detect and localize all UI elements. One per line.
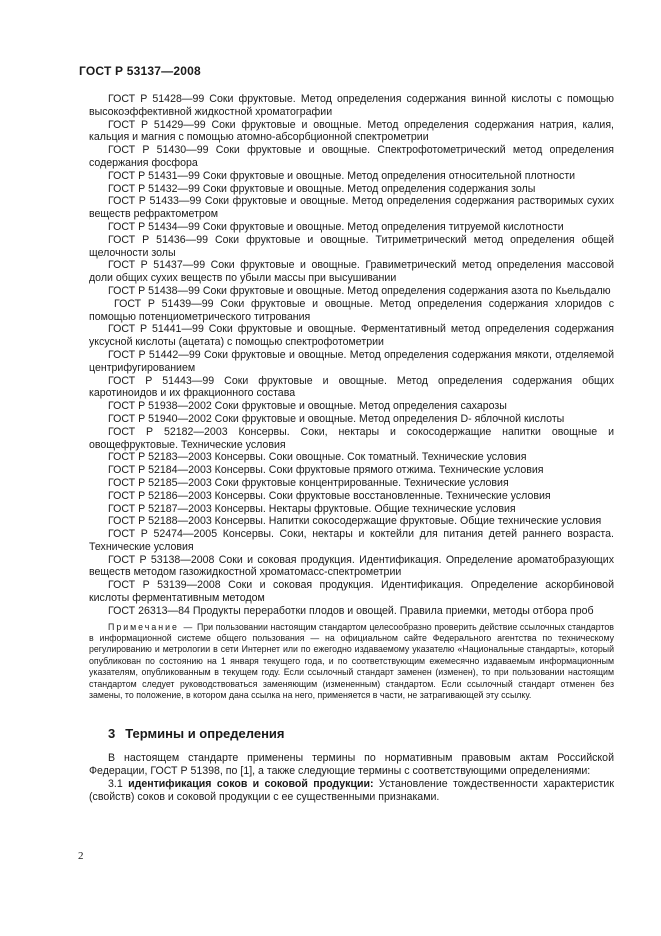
reference-item: ГОСТ Р 51429—99 Соки фруктовые и овощные. Метод определения содержания натрия, калия, кальция и магния с помощью атомно-абсорбционной спектрометрии: [89, 118, 614, 144]
reference-item: ГОСТ 26313—84 Продукты переработки плодов и овощей. Правила приемки, методы отбора проб: [108, 604, 594, 617]
reference-item: ГОСТ Р 51439—99 Соки фруктовые и овощные. Метод определения содержания хлоридов с помощью потенциометрического титрования: [89, 297, 614, 323]
reference-item: ГОСТ Р 52187—2003 Консервы. Нектары фруктовые. Общие технические условия: [108, 502, 516, 515]
note-text: При пользовании настоящим стандартом целесообразно проверить действие ссылочных стандартов в информационной системе общего пользования — на официальном сайте Федерального агентства по техническому регулированию и метрологии в сети Интернет или по ежегодно издаваемому указателю «Национальные стандарты», который опубликован по состоянию на 1 января текущего года, и по соответствующим ежемесячно издаваемым информационным указателям, опубликованным в текущем году. Если ссылочный стандарт заменен (изменен), то при пользовании настоящим стандартом следует руководствоваться заменяющим (измененным) стандартом. Если ссылочный стандарт отменен без замены, то положение, в котором дана ссылка на него, применяется в части, не затрагивающей эту ссылку.: [89, 621, 614, 701]
reference-item: ГОСТ Р 52474—2005 Консервы. Соки, нектары и коктейли для питания детей раннего возраста. Технические условия: [89, 528, 614, 553]
reference-item: ГОСТ Р 52186—2003 Консервы. Соки фруктовые восстановленные. Технические условия: [108, 489, 551, 502]
reference-list: [89, 93, 614, 618]
reference-item: ГОСТ Р 51431—99 Соки фруктовые и овощные. Метод определения относительной плотности: [108, 169, 576, 182]
reference-item: ГОСТ Р 52182—2003 Консервы. Соки, нектары и сокосодержащие напитки овощные и овощефруктовые. Технические условия: [89, 425, 614, 451]
reference-item: ГОСТ Р 51433—99 Соки фруктовые и овощные. Метод определения содержания растворимых сухих веществ рефрактометром: [89, 195, 614, 221]
reference-item: ГОСТ Р 51428—99 Соки фруктовые. Метод определения содержания винной кислоты с помощью высокоэффективной жидкостной хроматографии: [89, 93, 614, 118]
document-body: [89, 93, 614, 804]
term-definition-text: Установление тождественности характеристик (свойств) соков и соковой продукции с ее существенными признаками.: [89, 777, 614, 803]
section-heading: [108, 725, 614, 741]
reference-item: ГОСТ Р 52185—2003 Соки фруктовые концентрированные. Технические условия: [108, 476, 509, 489]
reference-item: ГОСТ Р 51436—99 Соки фруктовые и овощные. Титриметрический метод определения общей щелочности золы: [89, 233, 614, 259]
reference-item: ГОСТ Р 51938—2002 Соки фруктовые и овощные. Метод определения сахарозы: [108, 400, 507, 413]
standard-code-header: ГОСТ Р 53137—2008: [79, 64, 201, 78]
section-title: Термины и определения: [125, 725, 285, 741]
reference-item: ГОСТ Р 53139—2008 Соки и соковая продукция. Идентификация. Определение аскорбиновой кислоты ферментативным методом: [89, 579, 614, 605]
reference-item: ГОСТ Р 51432—99 Соки фруктовые и овощные. Метод определения содержания золы: [108, 182, 536, 195]
section-number: 3: [108, 725, 116, 741]
reference-item: ГОСТ Р 51940—2002 Соки фруктовые и овощные. Метод определения D- яблочной кислоты: [108, 412, 565, 425]
reference-item: ГОСТ Р 51442—99 Соки фруктовые и овощные. Метод определения содержания мякоти, отделяемой центрифугированием: [89, 348, 614, 374]
note-label: Примечание —: [108, 621, 195, 632]
reference-item: ГОСТ Р 52184—2003 Консервы. Соки фруктовые прямого отжима. Технические условия: [108, 464, 544, 477]
page-number: 2: [78, 850, 84, 862]
reference-item: ГОСТ Р 51430—99 Соки фруктовые и овощные. Спектрофотометрический метод определения содержания фосфора: [89, 144, 614, 169]
reference-item: ГОСТ Р 51434—99 Соки фруктовые и овощные. Метод определения титруемой кислотности: [108, 220, 564, 233]
term-definition: [89, 778, 614, 804]
reference-item: ГОСТ Р 51437—99 Соки фруктовые и овощные. Гравиметрический метод определения массовой доли общих сухих веществ по убыли массы при высушивании: [89, 259, 614, 285]
reference-item: ГОСТ Р 53138—2008 Соки и соковая продукция. Идентификация. Определение ароматобразующих веществ методом газожидкостной хроматомасс-спектрометрии: [89, 553, 614, 579]
reference-item: ГОСТ Р 52188—2003 Консервы. Напитки сокосодержащие фруктовые. Общие технические условия: [108, 515, 602, 528]
reference-item: ГОСТ Р 51438—99 Соки фруктовые и овощные. Метод определения содержания азота по Кьельдалю: [108, 284, 611, 297]
term-name: идентификация соков и соковой продукции:: [128, 777, 374, 790]
reference-item: ГОСТ Р 51443—99 Соки фруктовые и овощные. Метод определения содержания общих каротиноидов и их фракционного состава: [89, 374, 614, 400]
term-number: 3.1: [108, 777, 123, 790]
reference-item: ГОСТ Р 51441—99 Соки фруктовые и овощные. Ферментативный метод определения содержания уксусной кислоты (ацетата) с помощью спектрофотометрии: [89, 323, 614, 349]
note-paragraph: [89, 622, 614, 702]
section-intro: В настоящем стандарте применены термины по нормативным правовым актам Российской Федерации, ГОСТ Р 51398, по [1], а также следующие термины с соответствующими определениями:: [89, 752, 614, 778]
reference-item: ГОСТ Р 52183—2003 Консервы. Соки овощные. Сок томатный. Технические условия: [108, 451, 527, 464]
